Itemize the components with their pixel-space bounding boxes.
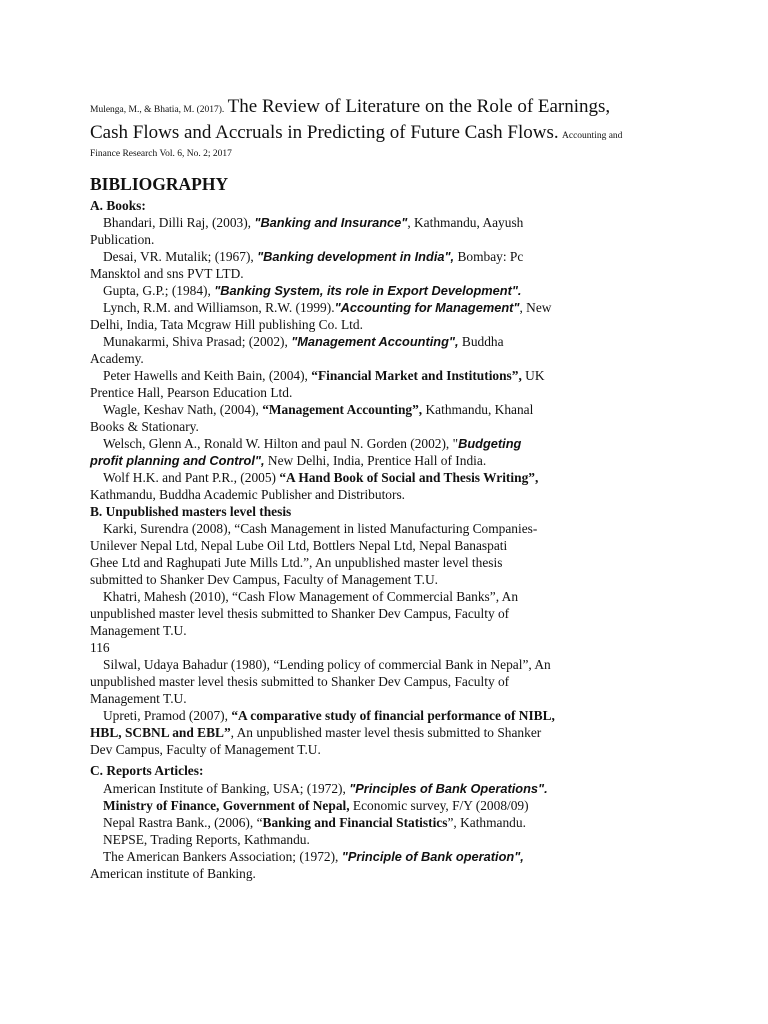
entry-text: , An unpublished master level thesis submitted to Shanker: [230, 725, 542, 740]
entry-text: NEPSE, Trading Reports, Kathmandu.: [103, 832, 310, 847]
entry-continuation: [90, 724, 541, 741]
citation-journal-2: Finance Research Vol. 6, No. 2; 2017: [90, 149, 232, 159]
entry-continuation: Kathmandu, Buddha Academic Publisher and Distributors.: [90, 487, 405, 502]
entry-continuation: Academy.: [90, 351, 144, 366]
entry-title: “A comparative study of financial performance of NIBL,: [231, 708, 555, 723]
citation-line-1: [90, 98, 610, 119]
entry-continuation: unpublished master level thesis submitted to Shanker Dev Campus, Faculty of: [90, 674, 510, 689]
citation-journal-1: Accounting and: [562, 131, 623, 141]
entry-continuation: Dev Campus, Faculty of Management T.U.: [90, 742, 321, 757]
report-entry: [90, 848, 524, 865]
entry-title: "Banking development in India",: [257, 249, 455, 264]
book-entry: [90, 282, 521, 299]
entry-title: HBL, SCBNL and EBL”: [90, 725, 231, 740]
report-entry: [90, 780, 548, 797]
entry-author: Upreti, Pramod (2007),: [103, 708, 232, 723]
thesis-entry: [90, 588, 518, 605]
entry-author: Gupta, G.P.; (1984),: [103, 283, 215, 298]
entry-title: "Banking System, its role in Export Development".: [214, 283, 522, 298]
citation-line-2: [90, 124, 622, 145]
citation-authors: Mulenga, M., & Bhatia, M. (2017).: [90, 105, 225, 115]
citation-title-2: Cash Flows and Accruals in Predicting of Future Cash Flows.: [90, 122, 559, 143]
entry-publisher: New Delhi, India, Prentice Hall of India.: [264, 453, 487, 468]
report-entry: [90, 797, 529, 814]
entry-title: “Management Accounting”,: [262, 402, 423, 417]
entry-continuation: Prentice Hall, Pearson Education Ltd.: [90, 385, 293, 400]
entry-publisher: , Kathmandu, Aayush: [407, 215, 524, 230]
entry-continuation: Mansktol and sns PVT LTD.: [90, 266, 244, 281]
section-thesis-heading: B. Unpublished masters level thesis: [90, 504, 292, 519]
entry-text: Khatri, Mahesh (2010), “Cash Flow Management of Commercial Banks”, An: [103, 589, 519, 604]
page-number: 116: [90, 640, 110, 655]
entry-title: "Banking and Insurance": [254, 215, 408, 230]
entry-author: Peter Hawells and Keith Bain, (2004),: [103, 368, 312, 383]
entry-author: Ministry of Finance, Government of Nepal,: [103, 798, 350, 813]
entry-author: Wagle, Keshav Nath, (2004),: [103, 402, 263, 417]
entry-title: "Principle of Bank operation",: [341, 849, 524, 864]
book-entry: [90, 401, 533, 418]
section-reports-heading: C. Reports Articles:: [90, 763, 204, 778]
entry-author: The American Bankers Association; (1972),: [103, 849, 342, 864]
entry-title: profit planning and Control",: [90, 453, 265, 468]
entry-title: Banking and Financial Statistics: [262, 815, 448, 830]
entry-text: Karki, Surendra (2008), “Cash Management in listed Manufacturing Companies-: [103, 521, 538, 536]
thesis-entry: [90, 707, 555, 724]
entry-author: Welsch, Glenn A., Ronald W. Hilton and paul N. Gorden (2002), ": [103, 436, 459, 451]
entry-continuation: Books & Stationary.: [90, 419, 199, 434]
book-entry: [90, 435, 521, 452]
entry-publisher: Bombay: Pc: [454, 249, 524, 264]
report-entry: [90, 814, 526, 831]
entry-publisher: Kathmandu, Khanal: [422, 402, 534, 417]
report-entry: [90, 831, 310, 848]
book-entry: [90, 333, 504, 350]
entry-title: "Principles of Bank Operations".: [349, 781, 548, 796]
entry-author: American Institute of Banking, USA; (1972),: [103, 781, 350, 796]
entry-title: Budgeting: [458, 436, 522, 451]
entry-author: Desai, VR. Mutalik; (1967),: [103, 249, 258, 264]
entry-title: “A Hand Book of Social and Thesis Writing”,: [279, 470, 539, 485]
citation-title-1: The Review of Literature on the Role of Earnings,: [227, 96, 611, 117]
entry-continuation: submitted to Shanker Dev Campus, Faculty of Management T.U.: [90, 572, 438, 587]
entry-author: Bhandari, Dilli Raj, (2003),: [103, 215, 255, 230]
bibliography-heading: BIBLIOGRAPHY: [90, 174, 229, 194]
entry-title: “Financial Market and Institutions”,: [311, 368, 522, 383]
entry-publisher: UK: [521, 368, 545, 383]
entry-continuation: Publication.: [90, 232, 155, 247]
thesis-entry: [90, 656, 551, 673]
entry-continuation: American institute of Banking.: [90, 866, 256, 881]
book-entry: [90, 214, 523, 231]
entry-title: "Accounting for Management": [334, 300, 520, 315]
section-books-heading: A. Books:: [90, 198, 146, 213]
entry-author: Wolf H.K. and Pant P.R., (2005): [103, 470, 280, 485]
entry-text: ”, Kathmandu.: [447, 815, 526, 830]
entry-author: Lynch, R.M. and Williamson, R.W. (1999).: [103, 300, 335, 315]
entry-continuation: Management T.U.: [90, 691, 187, 706]
entry-text: Silwal, Udaya Bahadur (1980), “Lending policy of commercial Bank in Nepal”, An: [103, 657, 551, 672]
entry-continuation: [90, 452, 486, 469]
thesis-entry: [90, 520, 537, 537]
entry-continuation: Delhi, India, Tata Mcgraw Hill publishing Co. Ltd.: [90, 317, 363, 332]
entry-title: "Management Accounting",: [291, 334, 459, 349]
entry-continuation: Management T.U.: [90, 623, 187, 638]
entry-continuation: Ghee Ltd and Raghupati Jute Mills Ltd.”, An unpublished master level thesis: [90, 555, 503, 570]
book-entry: [90, 469, 538, 486]
entry-publisher: , New: [519, 300, 552, 315]
entry-text: Economic survey, F/Y (2008/09): [349, 798, 529, 813]
book-entry: [90, 248, 523, 265]
entry-continuation: unpublished master level thesis submitted to Shanker Dev Campus, Faculty of: [90, 606, 510, 621]
book-entry: [90, 299, 551, 316]
entry-author: Nepal Rastra Bank., (2006), “: [103, 815, 263, 830]
book-entry: [90, 367, 545, 384]
entry-author: Munakarmi, Shiva Prasad; (2002),: [103, 334, 292, 349]
entry-continuation: Unilever Nepal Ltd, Nepal Lube Oil Ltd, Bottlers Nepal Ltd, Nepal Banaspati: [90, 538, 508, 553]
entry-publisher: Buddha: [458, 334, 504, 349]
